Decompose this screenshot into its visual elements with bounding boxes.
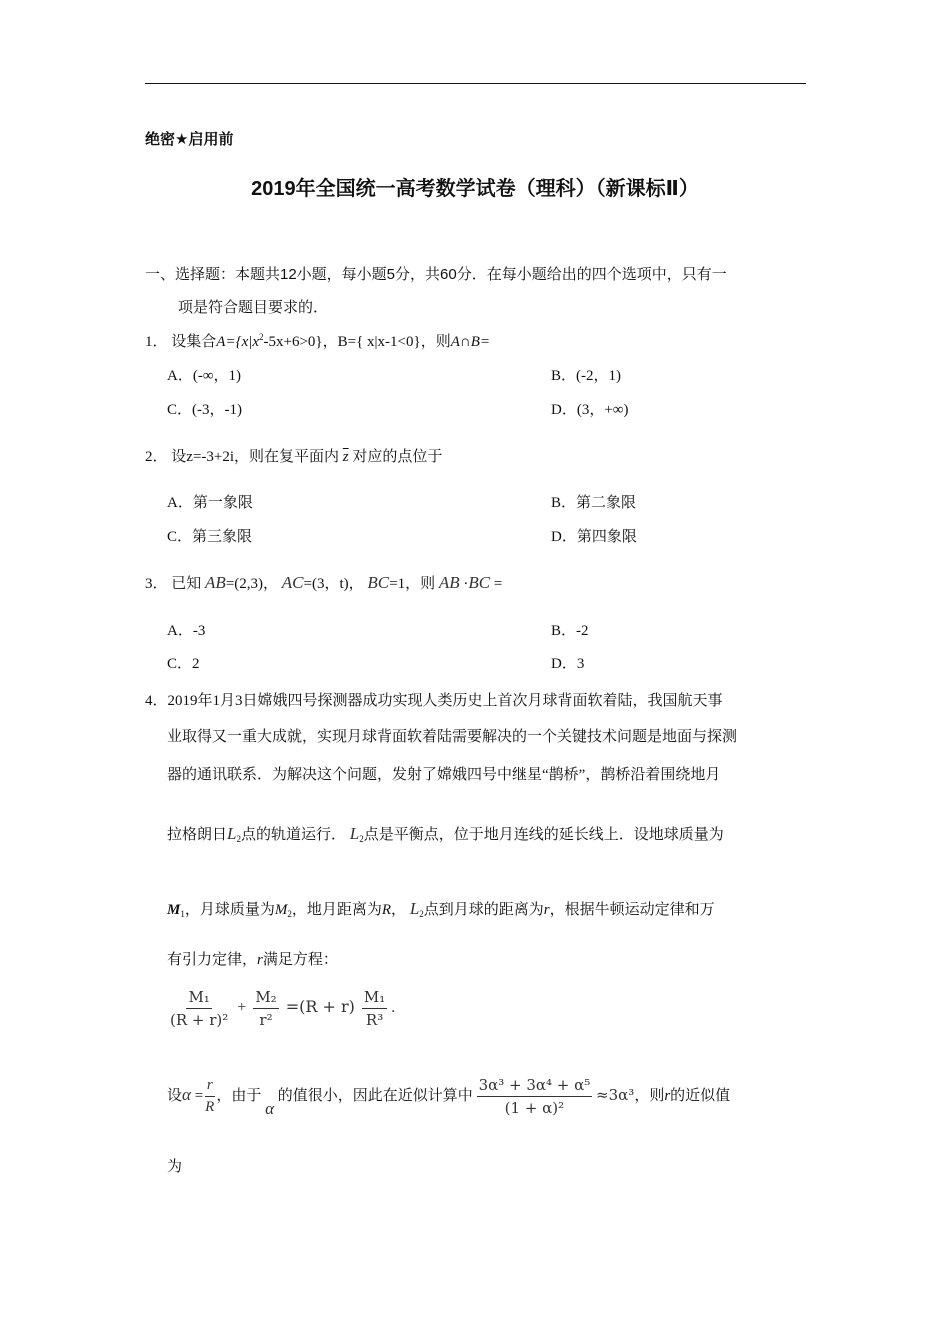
- fraction: $\frac{\text{M₂}}{\text{r²}}$: [255, 988, 277, 1029]
- question-number: 3．: [145, 576, 168, 592]
- question-4-line3: 器的通讯联系．为解决这个问题，发射了嫦娥四号中继星“鹊桥”，鹊桥沿着围绕地月: [167, 767, 721, 783]
- moon-mass: M: [274, 902, 288, 918]
- intersection: A∩B=: [450, 334, 490, 350]
- question-3-option-d: D．3: [551, 656, 585, 672]
- section-instructions-line1: 一、选择题：本题共12小题，每小题5分，共60分．在每小题给出的四个选项中，只有一: [145, 266, 727, 283]
- question-1-option-b: B．(-2，1): [551, 368, 622, 384]
- question-3-option-a: A．-3: [167, 623, 206, 639]
- set-a: A={x|x: [216, 334, 260, 350]
- question-1-option-c: C．(-3，-1): [167, 402, 242, 418]
- question-4-line5: $M_1$，月球质量为$M_2$，地月距离为R， $L_2$点到月球的距离为r，根据牛顿运动定律和万: [167, 899, 715, 919]
- fraction-r-over-R: $\frac{r}{R}$: [205, 1077, 215, 1115]
- approximation-fraction: $\frac{\text{3α³ + 3α⁴ + α⁵}}{\text{(1 + α)²}}$: [478, 1076, 591, 1117]
- question-number: 4．: [145, 693, 168, 709]
- fraction: $\frac{\text{M₁}}{\text{R³}}$: [363, 988, 386, 1029]
- set-a-rest: -5x+6>0}，: [263, 334, 338, 350]
- question-4-line4: 拉格朗日$L_2$点的轨道运行． $L_2$点是平衡点，位于地月连线的延长线上．设地球质量为: [167, 824, 724, 844]
- question-number: 1．: [145, 334, 168, 350]
- question-2-option-c: C．第三象限: [167, 529, 253, 545]
- lagrange-point: L: [349, 824, 360, 843]
- set-b: B={ x|x-1<0}，则: [337, 334, 451, 350]
- complex-z: z=-3+2i，则在复平面内: [186, 449, 340, 465]
- lagrange-point: L: [227, 824, 237, 843]
- question-4-line9: 为: [167, 1159, 183, 1175]
- conjugate-z: $\overline{z}$: [342, 449, 349, 465]
- question-2-stem: 2． 设z=-3+2i，则在复平面内 $\overline{z}$ 对应的点位于: [145, 449, 443, 465]
- dot-operator: ·: [463, 576, 469, 592]
- question-2-option-d: D．第四象限: [551, 529, 637, 545]
- lagrange-point: L: [409, 899, 420, 918]
- equation-newton: $\frac{\text{M₁}}{\text{(R + r)²}}$ + $\frac{\text{M₂}}{\text{r²}}$ =(R + r) $\frac{\text{M₁}}{\text{R³}}$ .: [170, 988, 396, 1029]
- alpha-symbol: α: [182, 1084, 191, 1104]
- exponent: 2: [259, 332, 264, 342]
- alpha-symbol: α: [265, 1098, 275, 1118]
- vector-ac: AC: [281, 573, 304, 592]
- question-2-option-b: B．第二象限: [551, 495, 637, 511]
- question-4-line6: 有引力定律，r满足方程：: [167, 952, 338, 968]
- vector-ab: AB: [205, 573, 226, 592]
- question-1-option-d: D．(3，+∞): [551, 402, 629, 418]
- page-title: 2019年全国统一高考数学试卷（理科）（新课标Ⅱ）: [251, 178, 699, 200]
- question-4-line2: 业取得又一重大成就，实现月球背面软着陆需要解决的一个关键技术问题是地面与探测: [167, 729, 738, 745]
- question-2-option-a: A．第一象限: [167, 495, 253, 511]
- vector-bc: BC: [468, 573, 491, 592]
- question-4-line8: 设α = $\frac{r}{R}$ ，由于 α 的值很小，因此在近似计算中 $\frac{\text{3α³ + 3α⁴ + α⁵}}{\text{(1 + α)²}}$ ≈3α³，则r的近似值: [167, 1076, 731, 1118]
- question-1-stem: [145, 330, 490, 351]
- question-1-option-a: A．(-∞，1): [167, 368, 242, 384]
- vector-bc: BC: [367, 573, 390, 592]
- question-3-stem: 3． 已知 AB=(2,3)， AC=(3，t)， BC=1，则 AB ·BC =: [145, 573, 503, 592]
- secret-label: 绝密★启用前: [145, 131, 234, 148]
- question-3-option-c: C．2: [167, 656, 200, 672]
- section-instructions-line2: 项是符合题目要求的．: [178, 299, 329, 316]
- vector-ab: AB: [438, 573, 460, 592]
- fraction: $\frac{\text{M₁}}{\text{(R + r)²}}$: [170, 988, 229, 1029]
- question-3-option-b: B．-2: [551, 623, 589, 639]
- question-4-line1: 4．2019年1月3日嫦娥四号探测器成功实现人类历史上首次月球背面软着陆，我国航天事: [145, 693, 723, 709]
- question-number: 2．: [145, 449, 168, 465]
- stem-text: 设集合: [171, 334, 217, 350]
- earth-mass: M: [167, 902, 181, 918]
- header-rule: [145, 83, 806, 84]
